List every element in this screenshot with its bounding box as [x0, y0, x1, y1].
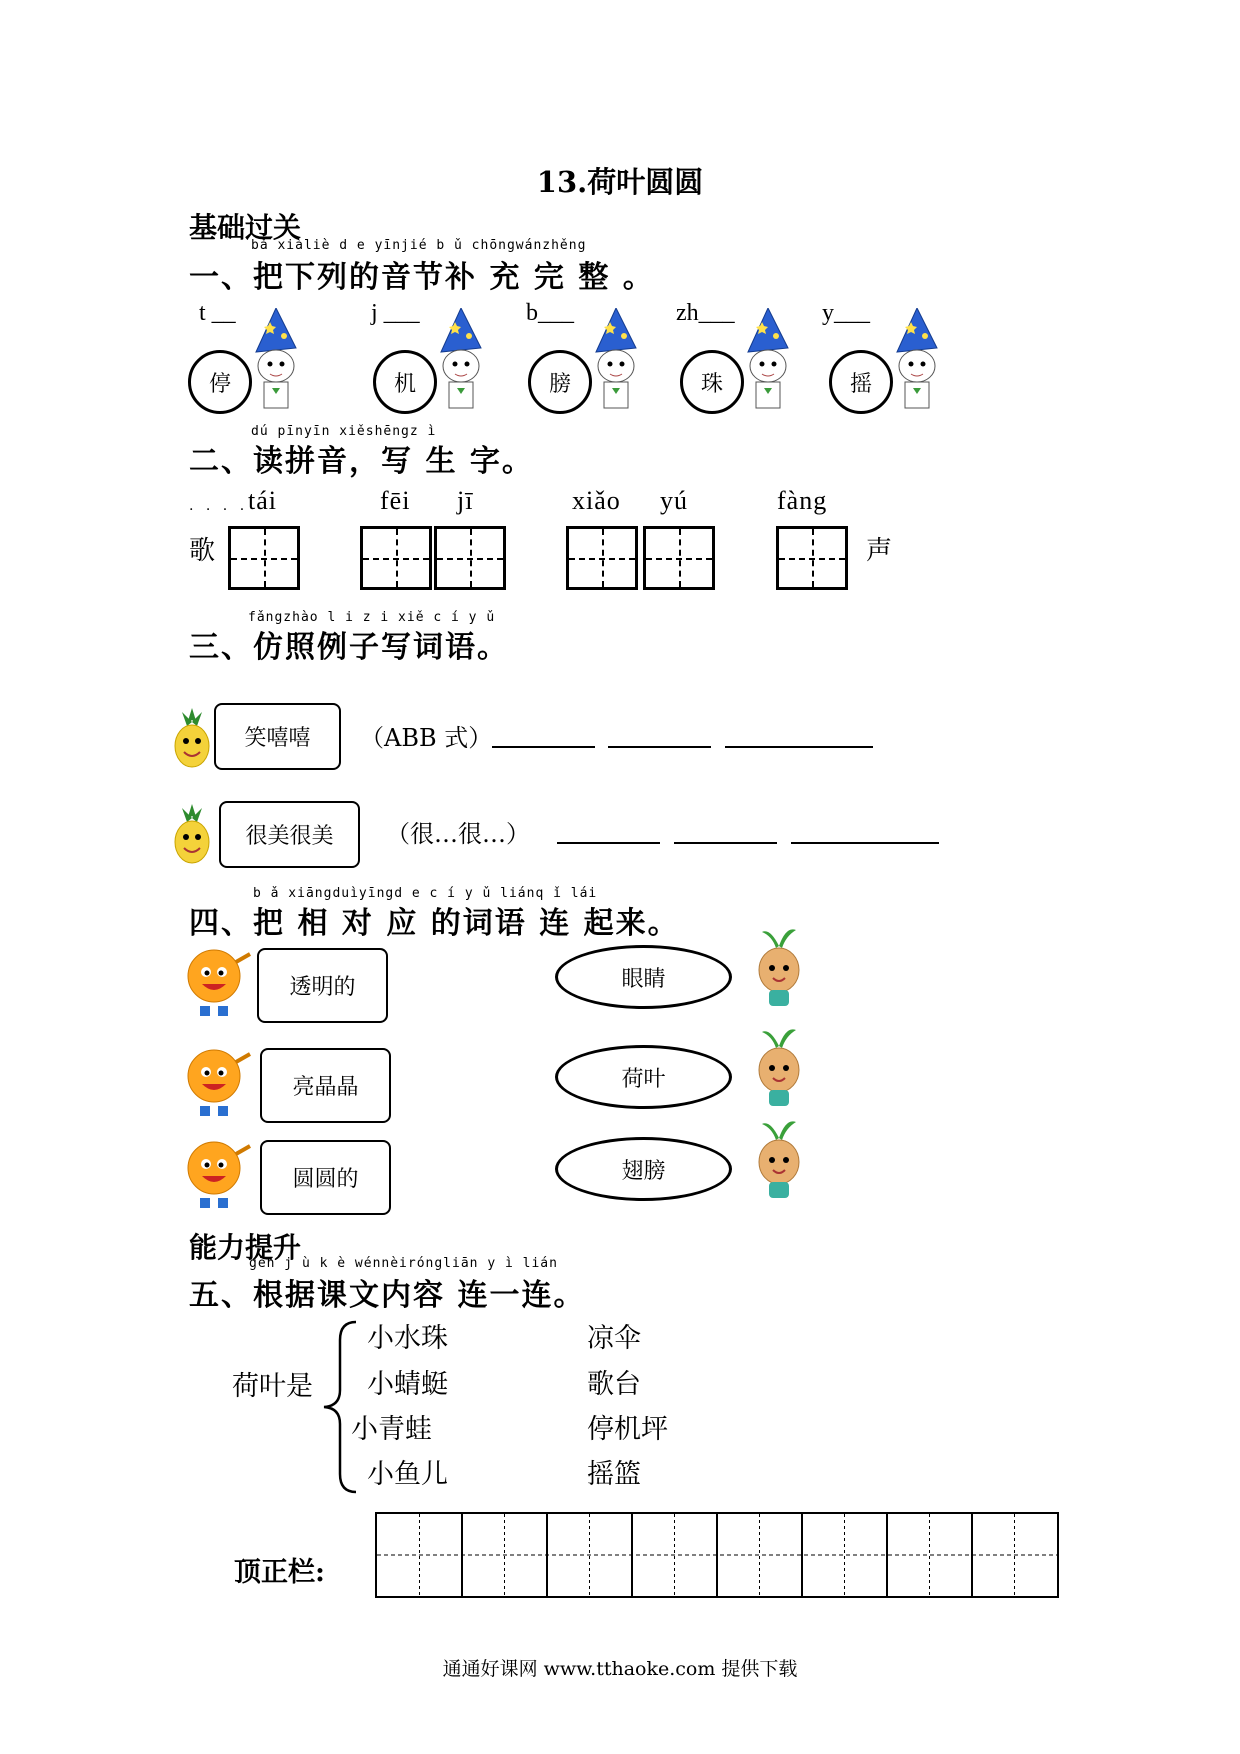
wizard-cat-icon: [891, 308, 941, 420]
q4-pinyin: b ǎ xiāngduìyīngd e c í y ǔ liánq ǐ lái: [253, 886, 598, 901]
q3-example-box-1: 笑嘻嘻: [214, 703, 341, 770]
q5-heading: 五、根据课文内容 连一连。: [189, 1278, 586, 1313]
q1-pinyin: bǎ xiàliè d e yīnjié b ǔ chōngwánzhěng: [251, 238, 587, 253]
q1-syllable[interactable]: y___: [822, 300, 870, 326]
answer-blank[interactable]: [791, 840, 939, 844]
q1-syllable[interactable]: zh___: [676, 300, 735, 326]
q5-left-item: 小青蛙: [351, 1414, 432, 1445]
q2-syllable-yu: yú: [660, 486, 688, 515]
wizard-cat-icon: [435, 308, 485, 420]
q1-char-circle: 摇: [829, 350, 893, 414]
onion-character-icon: [752, 924, 806, 1018]
q2-syllable-fei: fēi: [380, 486, 411, 515]
answer-blank[interactable]: [674, 840, 777, 844]
q4-heading: 四、把 相 对 应 的词语 连 起来。: [189, 906, 680, 941]
onion-character-icon: [752, 1116, 806, 1210]
q3-format-2: （很…很…）: [386, 820, 530, 848]
q5-right-item: 摇篮: [587, 1459, 641, 1490]
q1-syllable[interactable]: t __: [199, 300, 236, 326]
q2-syllable-ji: jī: [457, 486, 474, 515]
q4-left-word[interactable]: 透明的: [257, 948, 388, 1023]
orange-character-icon: [180, 1136, 252, 1218]
q4-right-word[interactable]: 荷叶: [555, 1045, 732, 1109]
q5-pinyin: gēn j ù k è wénnèiróngliān y ì lián: [249, 1256, 558, 1271]
orange-character-icon: [180, 944, 252, 1026]
writing-box[interactable]: [228, 526, 300, 590]
q2-pinyin: dú pīnyīn xiěshēngz ì: [251, 424, 437, 439]
answer-blank[interactable]: [725, 744, 873, 748]
q1-char-circle: 珠: [680, 350, 744, 414]
q2-syllable-tai: tái: [248, 486, 277, 515]
q1-heading: 一、把下列的音节补 充 完 整 。: [189, 260, 655, 295]
q1-char-circle: 机: [373, 350, 437, 414]
q1-syllable[interactable]: j ___: [371, 300, 420, 326]
pineapple-character-icon: [170, 708, 214, 778]
section-basic-heading: 基础过关: [189, 211, 302, 244]
q1-char-circle: 膀: [528, 350, 592, 414]
answer-blank[interactable]: [492, 744, 595, 748]
correction-grid[interactable]: [375, 1512, 1059, 1598]
q3-pinyin: fǎngzhào l i z i xiě c í y ǔ: [248, 610, 496, 625]
wizard-cat-icon: [590, 308, 640, 420]
q4-left-word[interactable]: 圆圆的: [260, 1140, 391, 1215]
q5-left-item: 小鱼儿: [367, 1459, 448, 1490]
q3-heading: 三、仿照例子写词语。: [189, 630, 509, 665]
q1-syllable[interactable]: b___: [526, 300, 574, 326]
q3-example-box-2: 很美很美: [219, 801, 360, 868]
q2-dots: . . . .: [189, 498, 249, 514]
section-ability-heading: 能力提升: [189, 1231, 302, 1264]
writing-box[interactable]: [566, 526, 638, 590]
writing-box[interactable]: [434, 526, 506, 590]
writing-box[interactable]: [776, 526, 848, 590]
q2-syllable-fang: fàng: [777, 486, 828, 515]
correction-grid-lines: [377, 1514, 1057, 1596]
answer-blank[interactable]: [608, 744, 711, 748]
q4-left-word[interactable]: 亮晶晶: [260, 1048, 391, 1123]
correction-label: 顶正栏:: [234, 1557, 325, 1588]
q5-right-item: 停机坪: [587, 1414, 668, 1445]
q5-left-item: 小蜻蜓: [367, 1369, 448, 1400]
orange-character-icon: [180, 1044, 252, 1126]
q5-right-item: 歌台: [587, 1369, 641, 1400]
q2-heading: 二、读拼音，写 生 字。: [189, 444, 534, 479]
writing-box[interactable]: [360, 526, 432, 590]
answer-blank[interactable]: [557, 840, 660, 844]
q5-right-item: 凉伞: [587, 1323, 641, 1354]
wizard-cat-icon: [742, 308, 792, 420]
writing-box[interactable]: [643, 526, 715, 590]
q4-right-word[interactable]: 眼睛: [555, 945, 732, 1009]
footer-text: 通通好课网 www.tthaoke.com 提供下载: [442, 1658, 798, 1680]
onion-character-icon: [752, 1024, 806, 1118]
q5-lead: 荷叶是: [232, 1371, 313, 1402]
q3-format-1: （ABB 式）: [360, 724, 493, 752]
q5-left-item: 小水珠: [367, 1323, 448, 1354]
q2-syllable-xiao: xiǎo: [572, 486, 621, 515]
wizard-cat-icon: [250, 308, 300, 420]
q2-prefix-char: 歌: [189, 536, 216, 566]
page-title: 13.荷叶圆圆: [536, 165, 704, 199]
q1-char-circle: 停: [188, 350, 252, 414]
q2-suffix-char: 声: [866, 536, 893, 566]
pineapple-character-icon: [170, 804, 214, 874]
q4-right-word[interactable]: 翅膀: [555, 1137, 732, 1201]
